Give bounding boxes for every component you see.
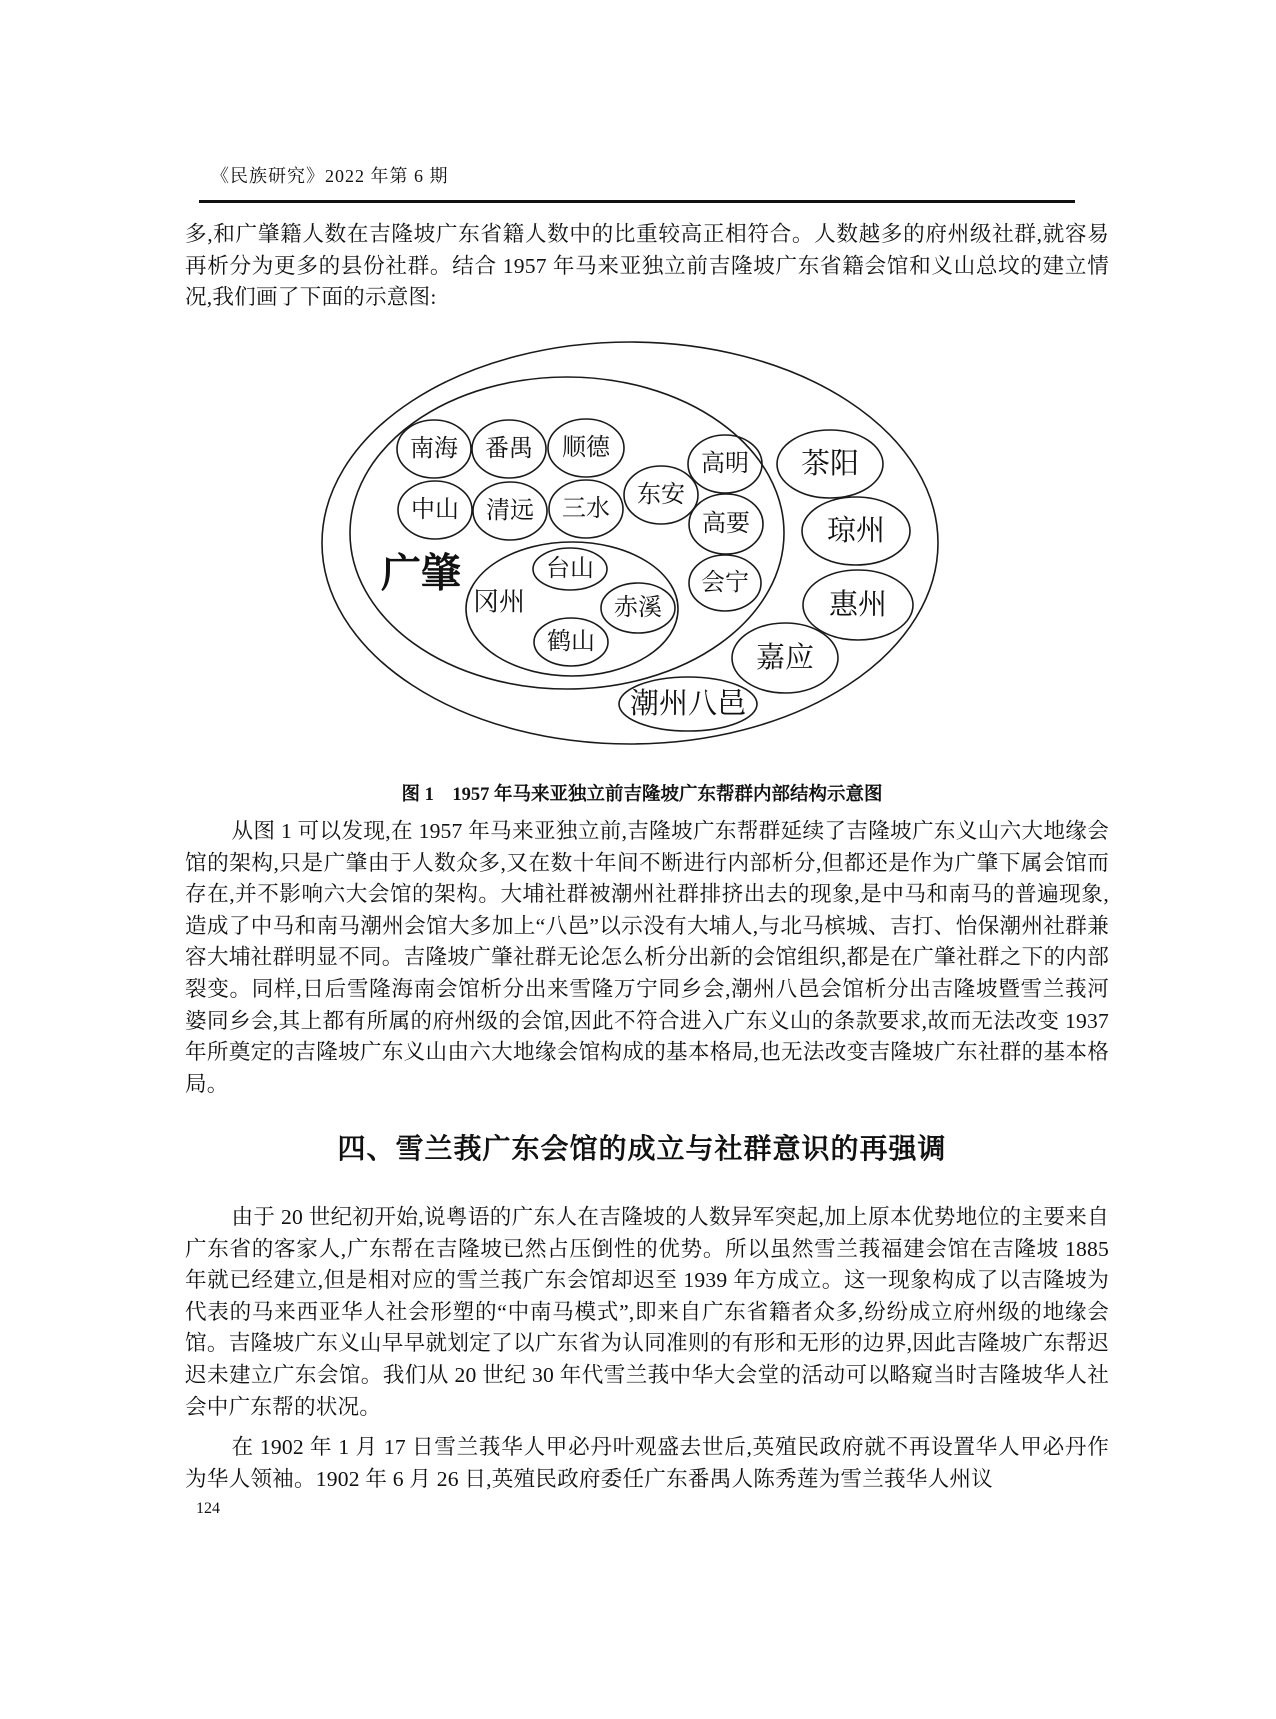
- label-gaoyao: 高要: [702, 511, 750, 537]
- label-guangzhao: 广肇: [381, 550, 461, 596]
- paragraph-3: 由于 20 世纪初开始,说粤语的广东人在吉隆坡的人数异军突起,加上原本优势地位的主要来自广东省的客家人,广东帮在吉隆坡已然占压倒性的优势。所以虽然雪兰莪福建会馆在吉隆坡 1885 年就已经建立,但是相对应的雪兰莪广东会馆却迟至 1939 年方成立。这一现象构成了以吉隆坡为代表的马来西亚华人社会形塑的“中南马模式”,即来自广东省籍者众多,纷纷成立府州级的地缘会馆。吉隆坡广东义山早早就划定了以广东省为认同准则的有形和无形的边界,因此吉隆坡广东帮迟迟未建立广东会馆。我们从 20 世纪 30 年代雪兰莪中华大会堂的活动可以略窥当时吉隆坡华人社会中广东帮的状况。: [185, 1205, 1109, 1419]
- header-divider: [199, 200, 1075, 203]
- label-gaoming: 高明: [701, 451, 749, 477]
- label-panyu: 番禺: [485, 436, 533, 462]
- paragraph-1: 多,和广肇籍人数在吉隆坡广东省籍人数中的比重较高正相符合。人数越多的府州级社群,就容易再析分为更多的县份社群。结合 1957 年马来亚独立前吉隆坡广东省籍会馆和义山总坟的建立情况,我们画了下面的示意图:: [185, 222, 1109, 310]
- figure-1-caption: 图 1 1957 年马来亚独立前吉隆坡广东帮群内部结构示意图: [401, 785, 883, 805]
- label-huizhou: 惠州: [828, 589, 888, 621]
- label-jiaying: 嘉应: [755, 642, 815, 674]
- paragraph-4: 在 1902 年 1 月 17 日雪兰莪华人甲必丹叶观盛去世后,英殖民政府就不再设置华人甲必丹作为华人领袖。1902 年 6 月 26 日,英殖民政府委任广东番禺人陈秀莲为雪兰莪华人州议: [185, 1435, 1109, 1491]
- label-gangzhou: 冈州: [472, 587, 526, 617]
- label-qiongzhou: 琼州: [826, 515, 886, 547]
- label-taishan: 台山: [546, 556, 594, 582]
- label-sanshui: 三水: [562, 496, 610, 522]
- figure-1-diagram: [300, 335, 945, 750]
- label-nanhai: 南海: [410, 436, 458, 462]
- label-qingyuan: 清远: [486, 498, 534, 524]
- label-huining: 会宁: [701, 570, 749, 596]
- paragraph-2: 从图 1 可以发现,在 1957 年马来亚独立前,吉隆坡广东帮群延续了吉隆坡广东义山六大地缘会馆的架构,只是广肇由于人数众多,又在数十年间不断进行内部析分,但都还是作为广肇下属会馆而存在,并不影响六大会馆的架构。大埔社群被潮州社群排挤出去的现象,是中马和南马的普遍现象,造成了中马和南马潮州会馆大多加上“八邑”以示没有大埔人,与北马槟城、吉打、怡保潮州社群兼容大埔社群明显不同。吉隆坡广肇社群无论怎么析分出新的会馆组织,都是在广肇社群之下的内部裂变。同样,日后雪隆海南会馆析分出来雪隆万宁同乡会,潮州八邑会馆析分出吉隆坡暨雪兰莪河婆同乡会,其上都有所属的府州级的会馆,因此不符合进入广东义山的条款要求,故而无法改变 1937 年所奠定的吉隆坡广东义山由六大地缘会馆构成的基本格局,也无法改变吉隆坡广东社群的基本格局。: [185, 819, 1109, 1096]
- label-chaozhou-bayi: 潮州八邑: [629, 688, 747, 720]
- label-dongan: 东安: [637, 482, 685, 508]
- label-shunde: 顺德: [562, 435, 610, 461]
- label-zhongshan: 中山: [411, 497, 459, 523]
- journal-issue-header: 《民族研究》2022 年第 6 期: [211, 166, 449, 186]
- label-chayang: 茶阳: [800, 448, 860, 480]
- section-heading: 四、雪兰莪广东会馆的成立与社群意识的再强调: [337, 1134, 947, 1165]
- label-heshan: 鹤山: [547, 629, 595, 655]
- page-number: 124: [196, 1500, 220, 1517]
- label-chixi: 赤溪: [614, 595, 662, 621]
